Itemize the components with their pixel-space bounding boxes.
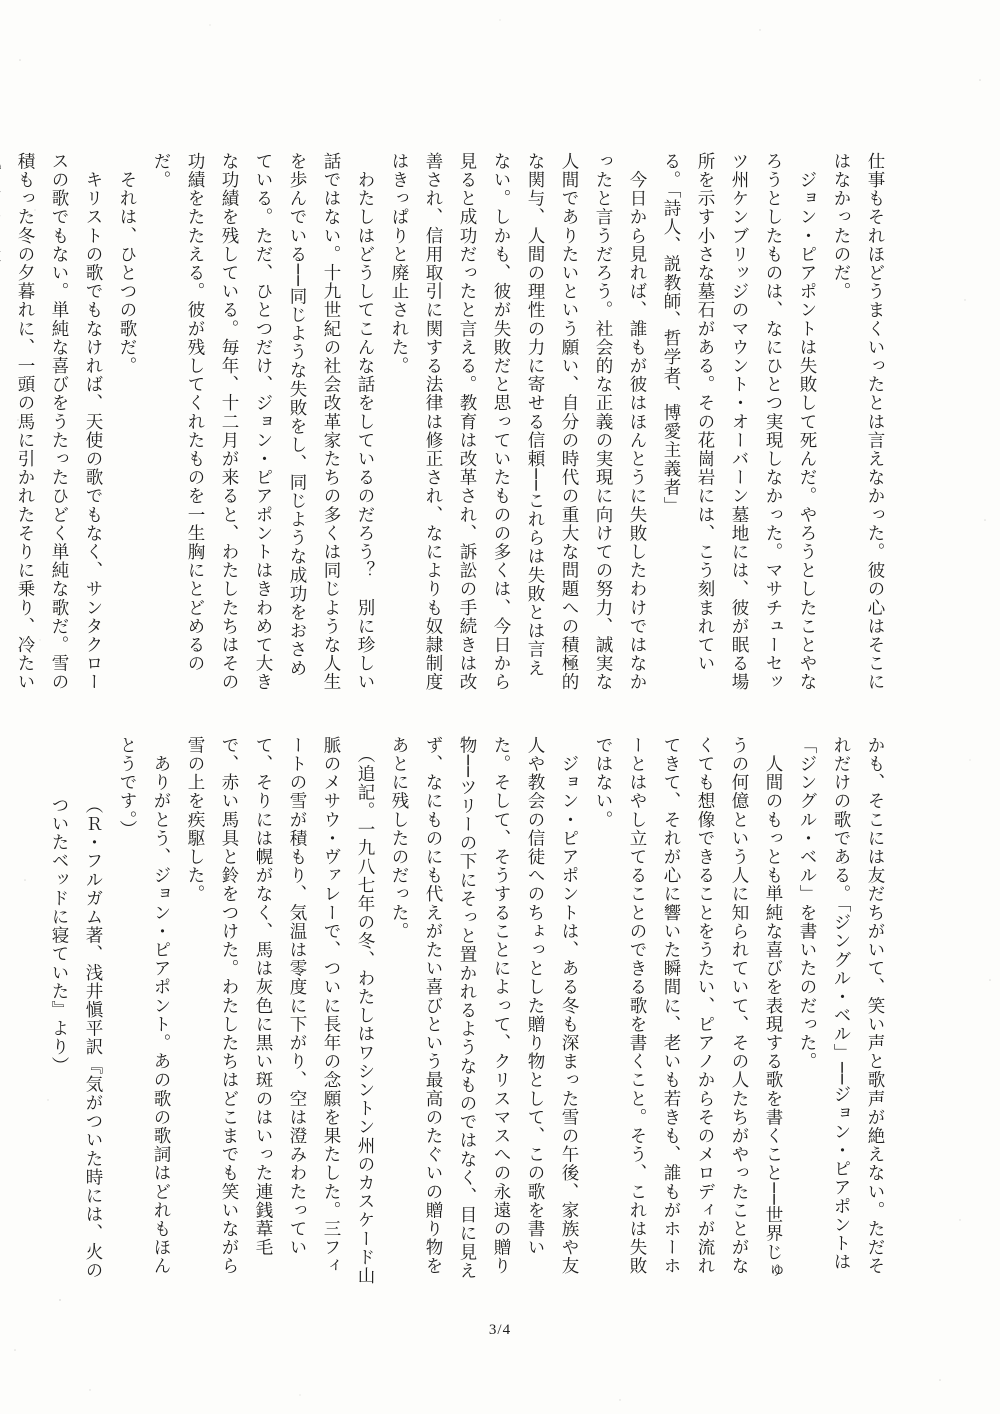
page-number: 3/4 [488,1322,512,1338]
paragraph: （追記。一九八七年の冬、わたしはワシントン州のカスケード山脈のメサウ・ヴァレーで、ついに長年の念願を果たした。三フィートの雪が積もり、気温は零度に下がり、空は澄みわたっていて、そりには幌がなく、馬は灰色に黒い斑のはいった連銭葦毛で、赤い馬具と鈴をつけた。わたしたちはどこまでも笑いながら雪の上を疾駆した。 [185,736,375,1286]
paragraph: かも、そこには友だちがいて、笑い声と歌声が絶えない。ただそれだけの歌である。「ジングル・ベル」──ジョン・ピアポントは「ジングル・ベル」を書いたのだった。 [797,736,885,1276]
paragraph: 今日から見れば、誰もが彼はほんとうに失敗したわけではなかったと言うだろう。社会的な正義の実現に向けての努力、誠実な人間でありたいという願い、自分の時代の重大な問題への積極的な関与、人間の理性の力に寄せる信頼──これらは失敗とは言えない。しかも、彼が失敗だと思っていたものの多くは、今日から見ると成功だったと言える。教育は改革され、訴訟の手続きは改善され、信用取引に関する法律は修正され、なによりも奴隷制度はきっぱりと廃止された。 [389,152,647,692]
lower-text-block [49,736,892,1292]
upper-text-block [15,152,892,696]
paragraph: ジョン・ピアポントは失敗して死んだ。やろうとしたことやなろうとしたものは、なにひとつ実現しなかった。マサチューセッツ州ケンブリッジのマウント・オーバーン墓地には、彼が眠る場所を示す小さな墓石がある。その花崗岩には、こう刻まれている。「詩人、説教師、哲学者、博愛主義者」 [661,152,817,692]
source-citation: （Ｒ・フルガム著、浅井愼平訳『気がついた時には、火のついたベッドに寝ていた』より） [49,796,103,1280]
paragraph: それは、ひとつの歌だ。 [117,152,137,376]
paragraph: 人間のもっとも単純な喜びを表現する歌を書くこと──世界じゅうの何億という人に知られていて、その人たちがやったことがなくても想像できることをうたい、ピアノからそのメロディが流れてきて、それが心に響いた瞬間に、老いも若きも、誰もがホーホーとはやし立てることのできる歌を書くこと。そう、これは失敗ではない。 [593,736,783,1281]
paragraph: 仕事もそれほどうまくいったとは言えなかった。彼の心はそこにはなかったのだ。 [831,152,885,692]
paragraph: ジョン・ピアポントは、ある冬も深まった雪の午後、家族や友人や教会の信徒へのちょっとした贈り物として、この歌を書いた。そして、そうすることによって、クリスマスへの永遠の贈り物──ツリーの下にそっと置かれるようなものではなく、目に見えず、なにものにも代えがたい喜びという最高のたぐいの贈り物をあとに残したのだった。 [389,736,579,1281]
paragraph: ありがとう、ジョン・ピアポント。あの歌の歌詞はどれもほんとうです。） [117,736,171,1276]
paragraph: わたしはどうしてこんな話をしているのだろう？ 別に珍しい話ではない。十九世紀の社会改革家たちの多くは同じような人生を歩んでいる──同じような失敗をし、同じような成功をおさめている。ただ、ひとつだけ、ジョン・ピアポントはきわめて大きな功績を残している。毎年、十二月が来ると、わたしたちはその功績をたたえる。彼が残してくれたものを一生胸にとどめるのだ。 [151,152,375,692]
paragraph: キリストの歌でもなければ、天使の歌でもなく、サンタクロースの歌でもない。単純な喜びをうたったひどく単純な歌だ。雪の積もった冬の夕暮れに、一頭の馬に引かれたそりに乗り、冷たい [15,152,103,692]
